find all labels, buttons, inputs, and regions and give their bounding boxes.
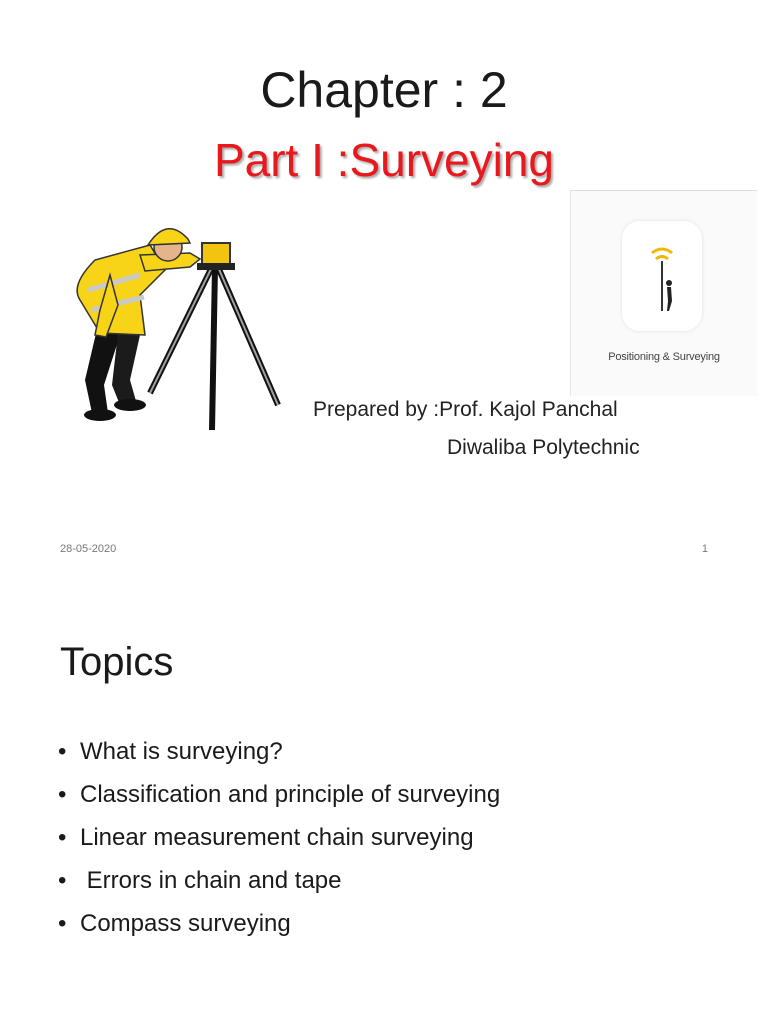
slide-date: 28-05-2020 xyxy=(60,543,117,555)
slide-subtitle: Part I :Surveying xyxy=(213,134,555,186)
bullet-icon: • xyxy=(58,867,67,894)
bullet-icon: • xyxy=(58,910,67,937)
topics-list xyxy=(58,730,500,945)
slide-title: Topics xyxy=(60,640,174,684)
logo-caption: Positioning & Surveying xyxy=(608,351,720,363)
logo-image xyxy=(570,190,757,396)
theodolite-icon xyxy=(202,243,230,265)
slide-page-number: 1 xyxy=(701,543,708,555)
bullet-icon: • xyxy=(58,781,67,808)
bullet-icon: • xyxy=(58,824,67,851)
list-item: • Classification and principle of surveying xyxy=(58,773,500,816)
surveying-pole-icon xyxy=(622,221,702,331)
surveyor-illustration xyxy=(40,215,290,430)
slide-title: Chapter : 2 xyxy=(260,62,508,118)
logo-card xyxy=(622,221,702,331)
institution-text: Diwaliba Polytechnic xyxy=(447,436,640,459)
hard-hat-icon xyxy=(148,229,190,245)
bullet-icon: • xyxy=(58,738,67,765)
list-item: • Linear measurement chain surveying xyxy=(58,816,500,859)
prepared-by-text: Prepared by :Prof. Kajol Panchal xyxy=(313,398,618,421)
list-item: • Compass surveying xyxy=(58,902,500,945)
slide-2 xyxy=(0,590,768,1024)
list-item: • Errors in chain and tape xyxy=(58,859,500,902)
list-item: • What is surveying? xyxy=(58,730,500,773)
tripod-leg xyxy=(212,267,215,430)
